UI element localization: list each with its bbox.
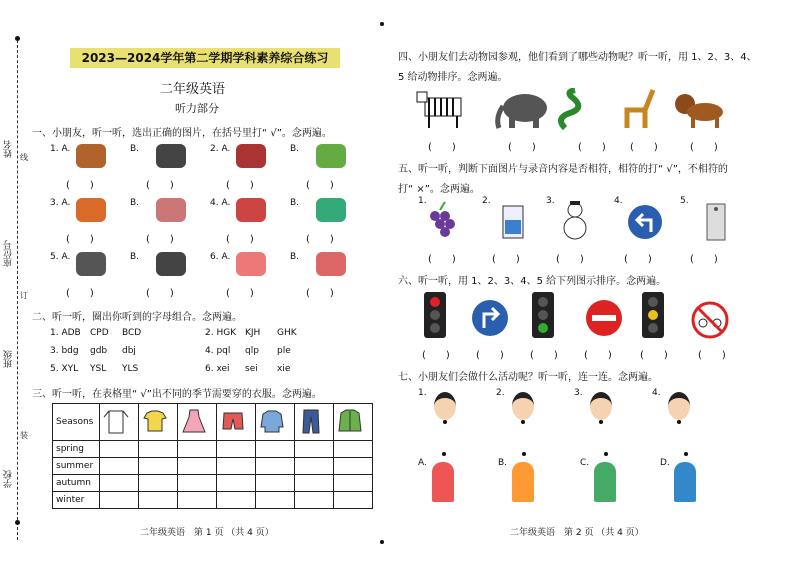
snake-icon — [561, 90, 578, 128]
zebra-icon — [417, 92, 461, 128]
child-activity-icon — [432, 462, 454, 502]
answer-paren: ( ) — [578, 142, 606, 153]
margin-label-school: 学校 — [4, 470, 14, 488]
page-footer-1: 二年级英语 第 1 页 （共 4 页） — [140, 528, 274, 538]
answer-paren: ( ) — [146, 234, 174, 245]
q5-number: 3. — [546, 196, 555, 206]
q6-instruction: 六、听一听，用 1、2、3、4、5 给下列图示排序。念两遍。 — [398, 276, 667, 287]
binding-line — [17, 40, 18, 540]
letter-group-option: YLS — [122, 364, 139, 374]
q5-instruction-1: 五、听一听，判断下面图片与录音内容是否相符，相符的打“ √”，不相符的 — [398, 164, 728, 175]
check-cell[interactable] — [139, 475, 178, 492]
q5-number: 4. — [614, 196, 623, 206]
check-cell[interactable] — [217, 441, 256, 458]
q5-number: 2. — [482, 196, 491, 206]
check-cell[interactable] — [217, 458, 256, 475]
answer-paren: ( ) — [428, 254, 456, 265]
check-cell[interactable] — [295, 441, 334, 458]
q1-option-label: 1. A. — [50, 144, 71, 154]
q1-option-label: 2. A. — [210, 144, 231, 154]
season-label: summer — [53, 458, 100, 475]
q7-letter: A. — [418, 458, 427, 468]
seasons-header: Seasons — [53, 404, 100, 441]
answer-paren: ( ) — [630, 142, 658, 153]
q1-picture — [156, 252, 186, 276]
check-cell[interactable] — [100, 441, 139, 458]
child-face-icon — [434, 392, 456, 420]
q7-number: 2. — [496, 388, 505, 398]
q1-picture — [76, 144, 106, 168]
answer-paren: ( ) — [556, 254, 584, 265]
milk-icon — [503, 206, 523, 238]
turn-right-sign-icon — [472, 300, 508, 336]
q1-picture — [156, 198, 186, 222]
q1-option-label: B. — [290, 144, 300, 154]
check-cell[interactable] — [139, 441, 178, 458]
answer-paren: ( ) — [226, 234, 254, 245]
child-activity-icon — [674, 462, 696, 502]
q1-option-label: B. — [130, 144, 140, 154]
letter-group-number: 3. bdg — [50, 346, 79, 356]
match-dot — [604, 452, 608, 456]
q7-number: 4. — [652, 388, 661, 398]
traffic-light-green-icon — [532, 292, 554, 338]
check-cell[interactable] — [178, 458, 217, 475]
answer-paren: ( ) — [306, 180, 334, 191]
answer-paren: ( ) — [146, 288, 174, 299]
child-face-icon — [668, 392, 690, 420]
check-cell[interactable] — [139, 492, 178, 509]
child-face-icon — [590, 392, 612, 420]
q7-number: 3. — [574, 388, 583, 398]
snowman-icon — [564, 201, 586, 239]
letter-group-option: KJH — [245, 328, 261, 338]
margin-label-seat: 座位号 — [4, 240, 14, 267]
check-cell[interactable] — [100, 492, 139, 509]
answer-paren: ( ) — [306, 234, 334, 245]
answer-paren: ( ) — [146, 180, 174, 191]
binding-dot — [15, 520, 20, 525]
match-dot — [521, 420, 525, 424]
letter-group-option: dbj — [122, 346, 136, 356]
letter-group-number: 2. HGK — [205, 328, 237, 338]
match-dot — [522, 452, 526, 456]
check-cell[interactable] — [256, 458, 295, 475]
dress-icon — [178, 404, 217, 441]
q7-number: 1. — [418, 388, 427, 398]
q1-option-label: B. — [290, 198, 300, 208]
q1-instruction: 一、小朋友，听一听，选出正确的图片，在括号里打“ √”。念两遍。 — [32, 128, 332, 139]
margin-label-class: 班级 — [4, 350, 14, 368]
q5-number: 5. — [680, 196, 689, 206]
fold-dot — [380, 22, 384, 26]
fold-dot — [380, 540, 384, 544]
answer-paren: ( ) — [476, 350, 504, 361]
no-bicycle-sign-icon — [693, 303, 727, 337]
q1-picture — [76, 198, 106, 222]
match-dot — [684, 452, 688, 456]
section-title: 听力部分 — [175, 102, 219, 115]
check-cell[interactable] — [334, 458, 373, 475]
sweater-icon — [256, 404, 295, 441]
letter-group-option: CPD — [90, 328, 109, 338]
q1-option-label: B. — [290, 252, 300, 262]
match-dot — [677, 420, 681, 424]
traffic-light-red-icon — [424, 292, 446, 338]
table-row — [53, 492, 373, 509]
table-row — [53, 458, 373, 475]
letter-group-number: 5. XYL — [50, 364, 79, 374]
check-cell[interactable] — [334, 492, 373, 509]
letter-group-number: 6. xei — [205, 364, 230, 374]
check-cell[interactable] — [295, 492, 334, 509]
giraffe-icon — [627, 90, 653, 128]
q2-instruction: 二、听一听，圈出你听到的字母组合。念两遍。 — [32, 312, 242, 323]
letter-group-option: gdb — [90, 346, 108, 356]
q1-picture — [316, 252, 346, 276]
answer-paren: ( ) — [226, 180, 254, 191]
check-cell[interactable] — [256, 441, 295, 458]
check-cell[interactable] — [217, 492, 256, 509]
q1-option-label: B. — [130, 252, 140, 262]
q7-letter: D. — [660, 458, 670, 468]
q1-option-label: 4. A. — [210, 198, 231, 208]
answer-paren: ( ) — [508, 142, 536, 153]
answer-paren: ( ) — [492, 254, 520, 265]
shirt-icon — [100, 404, 139, 441]
letter-group-option: YSL — [90, 364, 107, 374]
exam-title: 2023—2024学年第二学期学科素养综合练习 — [70, 48, 340, 68]
jeans-icon — [295, 404, 334, 441]
q1-option-label: 3. A. — [50, 198, 71, 208]
match-dot — [442, 452, 446, 456]
letter-group-option: sei — [245, 364, 258, 374]
q1-picture — [316, 198, 346, 222]
check-cell[interactable] — [295, 458, 334, 475]
answer-paren: ( ) — [624, 254, 652, 265]
grapes-icon — [430, 202, 455, 237]
q5-instruction-2: 打“ ×”。念两遍。 — [398, 184, 480, 195]
margin-mark-bind: 订 — [20, 291, 28, 300]
letter-group-option: qlp — [245, 346, 259, 356]
letter-group-number: 1. ADB — [50, 328, 81, 338]
season-label: autumn — [53, 475, 100, 492]
letter-group-option: ple — [277, 346, 291, 356]
answer-paren: ( ) — [66, 180, 94, 191]
q1-picture — [76, 252, 106, 276]
answer-paren: ( ) — [66, 234, 94, 245]
q1-picture — [236, 252, 266, 276]
turn-left-sign-icon — [628, 205, 662, 239]
coat-icon — [334, 404, 373, 441]
q3-instruction: 三、听一听，在表格里“ √”出不同的季节需要穿的衣服。念两遍。 — [32, 389, 322, 400]
q7-letter: B. — [498, 458, 508, 468]
tag-icon — [707, 204, 725, 240]
margin-mark-pack: 装 — [20, 431, 28, 440]
q4-instruction-1: 四、小朋友们去动物园参观，他们看到了哪些动物呢？听一听，用 1、2、3、4、 — [398, 52, 757, 63]
seasons-table — [52, 403, 373, 509]
shorts-icon — [217, 404, 256, 441]
answer-paren: ( ) — [530, 350, 558, 361]
answer-paren: ( ) — [66, 288, 94, 299]
check-cell[interactable] — [178, 441, 217, 458]
table-row — [53, 441, 373, 458]
page-footer-2: 二年级英语 第 2 页 （共 4 页） — [510, 528, 644, 538]
match-dot — [443, 420, 447, 424]
q1-picture — [236, 144, 266, 168]
margin-label-name: 姓名 — [4, 140, 14, 158]
answer-paren: ( ) — [306, 288, 334, 299]
season-label: winter — [53, 492, 100, 509]
letter-group-option: GHK — [277, 328, 297, 338]
answer-paren: ( ) — [428, 142, 456, 153]
answer-paren: ( ) — [698, 350, 726, 361]
match-dot — [599, 420, 603, 424]
answer-paren: ( ) — [690, 142, 718, 153]
q7-instruction: 七、小朋友们会做什么活动呢？听一听，连一连。念两遍。 — [398, 372, 658, 383]
season-label: spring — [53, 441, 100, 458]
traffic-light-yellow-icon — [642, 292, 664, 338]
q4-animals — [415, 88, 735, 132]
answer-paren: ( ) — [690, 254, 718, 265]
check-cell[interactable] — [256, 492, 295, 509]
check-cell[interactable] — [100, 475, 139, 492]
answer-paren: ( ) — [584, 350, 612, 361]
answer-paren: ( ) — [226, 288, 254, 299]
check-cell[interactable] — [139, 458, 178, 475]
exam-subject: 二年级英语 — [160, 82, 226, 97]
child-activity-icon — [512, 462, 534, 502]
answer-paren: ( ) — [640, 350, 668, 361]
q4-instruction-2: 5 给动物排序。念两遍。 — [398, 72, 508, 83]
q1-option-label: B. — [130, 198, 140, 208]
no-entry-sign-icon — [586, 300, 622, 336]
letter-group-option: BCD — [122, 328, 142, 338]
margin-mark-line: 线 — [20, 153, 28, 162]
check-cell[interactable] — [100, 458, 139, 475]
lion-icon — [675, 94, 723, 128]
elephant-icon — [498, 94, 547, 128]
check-cell[interactable] — [334, 475, 373, 492]
check-cell[interactable] — [256, 475, 295, 492]
letter-group-option: xie — [277, 364, 291, 374]
q1-option-label: 6. A. — [210, 252, 231, 262]
q5-number: 1. — [418, 196, 427, 206]
table-row — [53, 475, 373, 492]
q1-picture — [316, 144, 346, 168]
check-cell[interactable] — [334, 441, 373, 458]
letter-group-number: 4. pql — [205, 346, 231, 356]
q1-picture — [236, 198, 266, 222]
child-face-icon — [512, 392, 534, 420]
child-activity-icon — [594, 462, 616, 502]
q5-pictures — [425, 200, 745, 244]
tshirt-icon — [139, 404, 178, 441]
q6-signs — [418, 290, 738, 342]
answer-paren: ( ) — [422, 350, 450, 361]
q1-picture — [156, 144, 186, 168]
check-cell[interactable] — [295, 475, 334, 492]
check-cell[interactable] — [217, 475, 256, 492]
check-cell[interactable] — [178, 475, 217, 492]
binding-dot — [15, 36, 20, 41]
q1-option-label: 5. A. — [50, 252, 71, 262]
q7-letter: C. — [580, 458, 590, 468]
check-cell[interactable] — [178, 492, 217, 509]
